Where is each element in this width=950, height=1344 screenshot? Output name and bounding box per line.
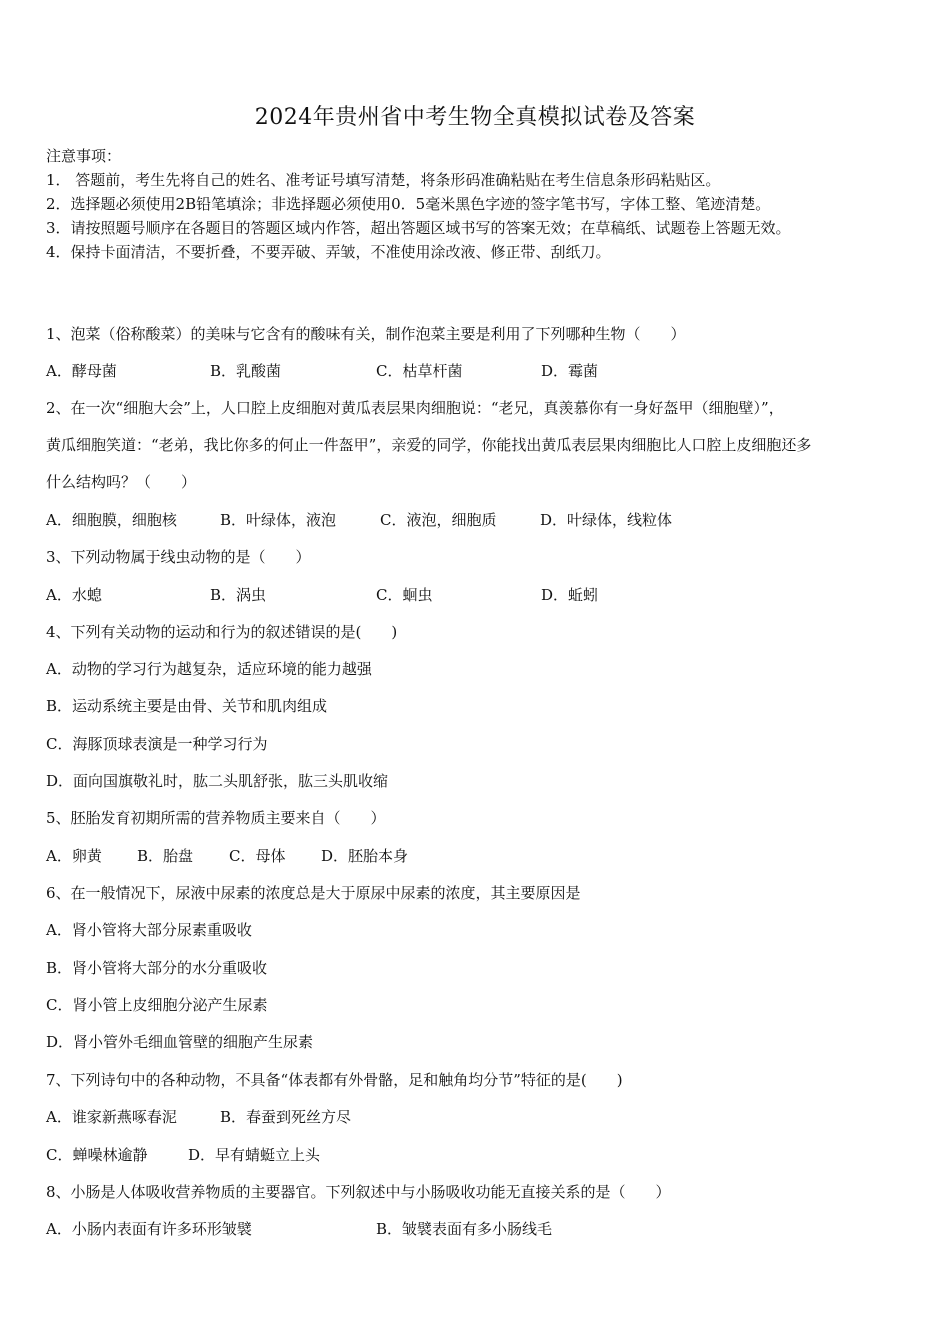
- question-2-stem: 2、在一次“细胞大会”上，人口腔上皮细胞对黄瓜表层果肉细胞说：“老兄，真羡慕你有一身好盔甲（细胞壁）”，: [46, 399, 784, 417]
- question-6-option-d: D．肾小管外毛细血管壁的细胞产生尿素: [46, 1033, 314, 1051]
- question-5-option-a: A．卵黄: [46, 847, 102, 865]
- question-1-option-a: A．酵母菌: [46, 362, 117, 380]
- question-4-option-d: D．面向国旗敬礼时，肱二头肌舒张，肱三头肌收缩: [46, 772, 389, 790]
- question-4-stem: 4、下列有关动物的运动和行为的叙述错误的是( ): [46, 623, 398, 641]
- question-6-option-a: A．肾小管将大部分尿素重吸收: [46, 921, 252, 939]
- question-8-stem: 8、小肠是人体吸收营养物质的主要器官。下列叙述中与小肠吸收功能无直接关系的是（ ）: [46, 1183, 671, 1201]
- question-2-stem: 什么结构吗？（ ）: [46, 473, 197, 491]
- question-2-stem: 黄瓜细胞笑道：“老弟，我比你多的何止一件盔甲”，亲爱的同学，你能找出黄瓜表层果肉细胞比人口腔上皮细胞还多: [46, 436, 812, 454]
- question-7-option-d: D．早有蜻蜓立上头: [188, 1146, 321, 1164]
- question-8-option-b: B．皱襞表面有多小肠线毛: [376, 1220, 553, 1238]
- question-3-option-a: A．水螅: [46, 586, 102, 604]
- question-2-option-a: A．细胞膜，细胞核: [46, 511, 177, 529]
- question-3-option-c: C．蛔虫: [376, 586, 433, 604]
- question-7-option-a: A．谁家新燕啄春泥: [46, 1108, 177, 1126]
- question-1-option-b: B．乳酸菌: [210, 362, 282, 380]
- question-5-stem: 5、胚胎发育初期所需的营养物质主要来自（ ）: [46, 809, 386, 827]
- question-1-option-c: C．枯草杆菌: [376, 362, 463, 380]
- question-4-option-b: B．运动系统主要是由骨、关节和肌肉组成: [46, 697, 328, 715]
- question-1-stem: 1、泡菜（俗称酸菜）的美味与它含有的酸味有关，制作泡菜主要是利用了下列哪种生物（ ）: [46, 325, 686, 343]
- question-6-option-c: C．肾小管上皮细胞分泌产生尿素: [46, 996, 268, 1014]
- notice-heading: 注意事项：: [46, 147, 122, 165]
- page-title: 2024年贵州省中考生物全真模拟试卷及答案: [254, 105, 696, 130]
- question-4-option-a: A．动物的学习行为越复杂，适应环境的能力越强: [46, 660, 372, 678]
- question-7-option-c: C．蝉噪林逾静: [46, 1146, 148, 1164]
- question-1-option-d: D．霉菌: [541, 362, 599, 380]
- question-6-stem: 6、在一般情况下，尿液中尿素的浓度总是大于原尿中尿素的浓度，其主要原因是: [46, 884, 581, 902]
- notice-item: 2．选择题必须使用2B铅笔填涂；非选择题必须使用0．5毫米黑色字迹的签字笔书写，字体工整、笔迹清楚。: [46, 195, 771, 213]
- notice-item: 3．请按照题号顺序在各题目的答题区域内作答，超出答题区域书写的答案无效；在草稿纸、试题卷上答题无效。: [46, 219, 791, 237]
- question-7-stem: 7、下列诗句中的各种动物，不具备“体表都有外骨骼，足和触角均分节”特征的是( ): [46, 1071, 623, 1089]
- question-3-option-b: B．涡虫: [210, 586, 267, 604]
- question-5-option-c: C．母体: [229, 847, 286, 865]
- question-3-option-d: D．蚯蚓: [541, 586, 599, 604]
- question-4-option-c: C．海豚顶球表演是一种学习行为: [46, 735, 268, 753]
- question-5-option-d: D．胚胎本身: [321, 847, 409, 865]
- question-8-option-a: A．小肠内表面有许多环形皱襞: [46, 1220, 252, 1238]
- question-2-option-b: B．叶绿体，液泡: [220, 511, 337, 529]
- notice-item: 4．保持卡面清洁，不要折叠，不要弄破、弄皱，不准使用涂改液、修正带、刮纸刀。: [46, 243, 611, 261]
- question-7-option-b: B．春蚕到死丝方尽: [220, 1108, 352, 1126]
- question-6-option-b: B．肾小管将大部分的水分重吸收: [46, 959, 268, 977]
- question-2-option-c: C．液泡，细胞质: [380, 511, 497, 529]
- question-5-option-b: B．胎盘: [137, 847, 194, 865]
- notice-item: 1． 答题前，考生先将自己的姓名、准考证号填写清楚，将条形码准确粘贴在考生信息条形码粘贴区。: [46, 171, 721, 189]
- question-2-option-d: D．叶绿体，线粒体: [540, 511, 673, 529]
- question-3-stem: 3、下列动物属于线虫动物的是（ ）: [46, 548, 311, 566]
